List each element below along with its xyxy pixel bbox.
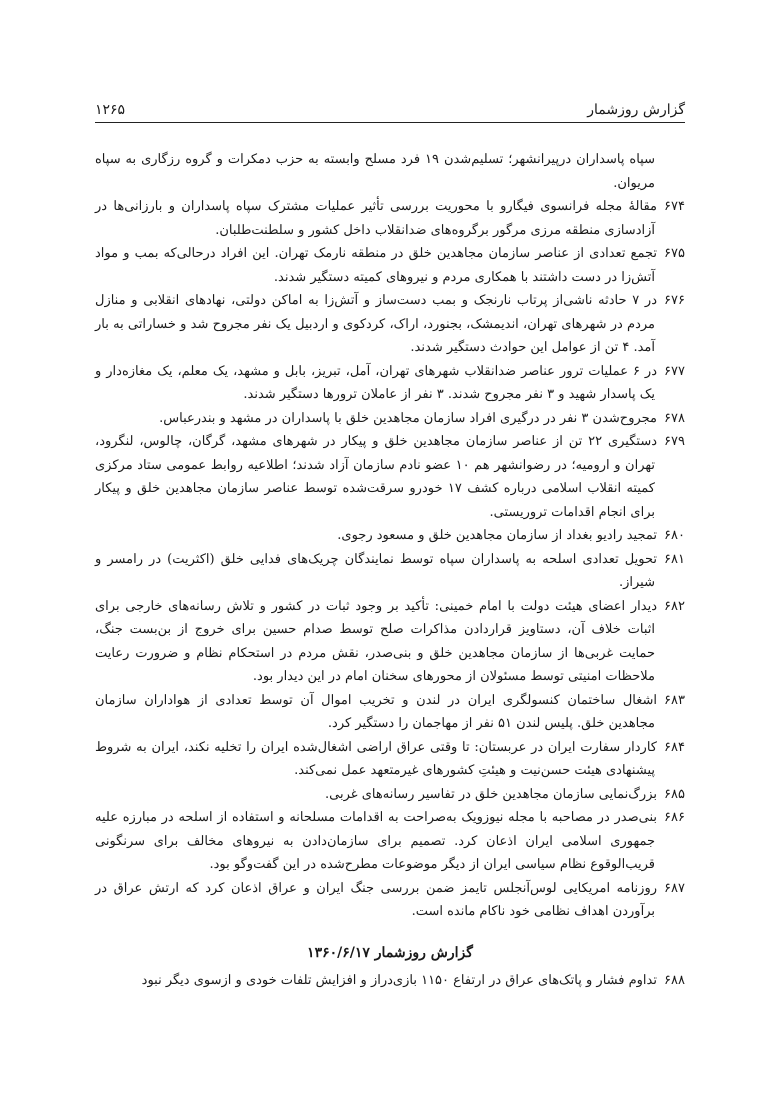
entry-text: در ۶ عملیات ترور عناصر ضدانقلاب شهرهای تهران، آمل، تبریز، بابل و مشهد، یک معلم، یک مغازه‌دار و یک پاسدار شهید و ۳ نفر مجروح شدند. ۳ نفر از عاملان ترورها دستگیر شدند. <box>95 363 657 402</box>
continued-paragraph: سپاه پاسداران درپیرانشهر؛ تسلیم‌شدن ۱۹ فرد مسلح وابسته به حزب دمکرات و گروه رزگاری به سپاه مریوان. <box>95 152 656 191</box>
entry-text: روزنامه امریکایی لوس‌آنجلس تایمز ضمن بررسی جنگ ایران و عراق اذعان کرد که ارتش عراق در برآوردن اهداف نظامی خود ناکام مانده است. <box>95 880 657 919</box>
chronology-entry <box>95 548 685 595</box>
entry-text: مقالهٔ مجله فرانسوی فیگارو با محوریت بررسی تأثیر عملیات مشترک سپاه پاسداران و بارزانی‌ها در آزادسازی منطقه مرزی مرگور برگروه‌های ضدانقلاب داخل کشور و سلطنت‌طلبان. <box>95 199 657 238</box>
chronology-entry <box>95 806 685 877</box>
entry-text: بنی‌صدر در مصاحبه با مجله نیوزویک به‌صراحت به اقدامات مسلحانه و استفاده از اسلحه در مبارزه علیه جمهوری اسلامی ایران اذعان کرد. تصمیم برای سازمان‌دادن به نیروهای مخالف برای سرنگونی قریب‌الوقوع نظام سیاسی ایران از دیگر موضوعات مطرح‌شده در این گفت‌وگو بود. <box>95 810 657 872</box>
entry-text: دیدار اعضای هیئت دولت با امام خمینی: تأکید بر وجود ثبات در کشور و تلاش رسانه‌های خارجی برای اثبات خلاف آن، دستاویز قراردادن مذاکرات صلح توسط صدام حسین برای خروج از بن‌بست جنگ، حمایت غربی‌ها از سازمان مجاهدین خلق و بنی‌صدر، نقش مردم در استحکام نظام و ضرورت رعایت ملاحظات امنیتی توسط مسئولان از محورهای سخنان امام در این دیدار بود. <box>95 598 657 684</box>
chronology-entry <box>95 783 685 807</box>
entry-number: ۶۸۲ <box>664 598 685 614</box>
entry-number: ۶۷۹ <box>664 434 685 449</box>
entry-number: ۶۸۶ <box>664 810 685 825</box>
entry-number: ۶۷۸ <box>664 410 685 426</box>
entry-text: کاردار سفارت ایران در عربستان: تا وقتی عراق اراضی اشغال‌شده ایران را تخلیه نکند، ایران به شروط پیشنهادی هیئت حسن‌نیت و هیئتِ کشورهای غیرمتعهد عمل نمی‌کند. <box>95 739 657 778</box>
chronology-entry <box>95 877 685 924</box>
section-title: گزارش روزشمار ۱۳۶۰/۶/۱۷ <box>307 944 473 961</box>
page-header <box>95 92 685 118</box>
entry-text: بزرگ‌نمایی سازمان مجاهدین خلق در تفاسیر رسانه‌های غربی. <box>325 786 657 802</box>
entry-text: مجروح‌شدن ۳ نفر در درگیری افراد سازمان مجاهدین خلق با پاسداران در مشهد و بندرعباس. <box>159 410 657 426</box>
chronology-entry <box>95 289 685 360</box>
entry-number: ۶۷۶ <box>664 293 685 308</box>
chronology-entry <box>95 524 685 548</box>
entry-text: اشغال ساختمان کنسولگری ایران در لندن و تخریب اموال آن توسط تعدادی از هواداران سازمان مجاهدین خلق. پلیس لندن ۵۱ نفر از مهاجمان را دستگیر کرد. <box>95 692 657 731</box>
entry-text: تجمع تعدادی از عناصر سازمان مجاهدین خلق در منطقه نارمک تهران. این افراد درحالی‌که بمب و مواد آتش‌زا در دست داشتند با همکاری مردم و نیروهای کمیته دستگیر شدند. <box>95 246 657 285</box>
entry-number: ۶۸۳ <box>664 692 685 708</box>
chronology-entry <box>95 736 685 783</box>
chronology-entry <box>95 689 685 736</box>
entry-number: ۶۸۵ <box>664 786 685 802</box>
entry-number: ۶۸۴ <box>664 739 685 755</box>
chronology-entry <box>95 595 685 689</box>
entry-number: ۶۷۷ <box>664 363 685 379</box>
entry-text: تداوم فشار و پاتک‌های عراق در ارتفاع ۱۱۵۰ بازی‌دراز و افزایش تلفات خودی و ازسوی دیگر نبود <box>141 973 657 988</box>
chronology-body <box>95 148 685 993</box>
entry-number: ۶۸۸ <box>664 973 685 988</box>
page-number: ۱۲۶۵ <box>95 102 126 118</box>
entry-text: تحویل تعدادی اسلحه به پاسداران سپاه توسط نمایندگان چریک‌های فدایی خلق (اکثریت) در رامسر و شیراز. <box>95 551 657 590</box>
entry-number: ۶۸۱ <box>664 551 685 567</box>
chronology-entry <box>95 407 685 431</box>
entry-number: ۶۸۰ <box>664 528 685 543</box>
entry-number: ۶۷۴ <box>664 199 685 214</box>
chronology-entry <box>95 969 685 993</box>
entry-number: ۶۷۵ <box>664 246 685 261</box>
entry-list <box>95 195 685 924</box>
chronology-entry <box>95 360 685 407</box>
entry-text: تمجید رادیو بغداد از سازمان مجاهدین خلق و مسعود رجوی. <box>337 528 657 543</box>
header-divider <box>95 122 685 123</box>
entry-number: ۶۸۷ <box>664 880 685 896</box>
chronology-entry <box>95 430 685 524</box>
running-title: گزارش روزشمار <box>587 102 685 118</box>
entry-text: در ۷ حادثه ناشی‌از پرتاب نارنجک و بمب دست‌ساز و آتش‌زا به اماکن دولتی، نهادهای انقلابی و منازل مردم در شهرهای تهران، اندیمشک، بجنورد، اراک، کردکوی و اردبیل یک نفر مجروح شد و خساراتی به بار آمد. ۴ تن از عوامل این حوادث دستگیر شدند. <box>95 293 657 355</box>
chronology-entry <box>95 242 685 289</box>
chronology-entry <box>95 195 685 242</box>
entry-text: دستگیری ۲۲ تن از عناصر سازمان مجاهدین خلق و پیکار در شهرهای مشهد، گرگان، چالوس، لنگرود، تهران و ارومیه؛ در رضوانشهر هم ۱۰ عضو نادم سازمان آزاد شدند؛ اطلاعیه روابط عمومی ستاد مرکزی کمیته انقلاب اسلامی درباره کشف ۱۷ خودرو سرقت‌شده توسط عناصر سازمان مجاهدین خلق و پیکار برای انجام اقدامات تروریستی. <box>95 434 657 520</box>
